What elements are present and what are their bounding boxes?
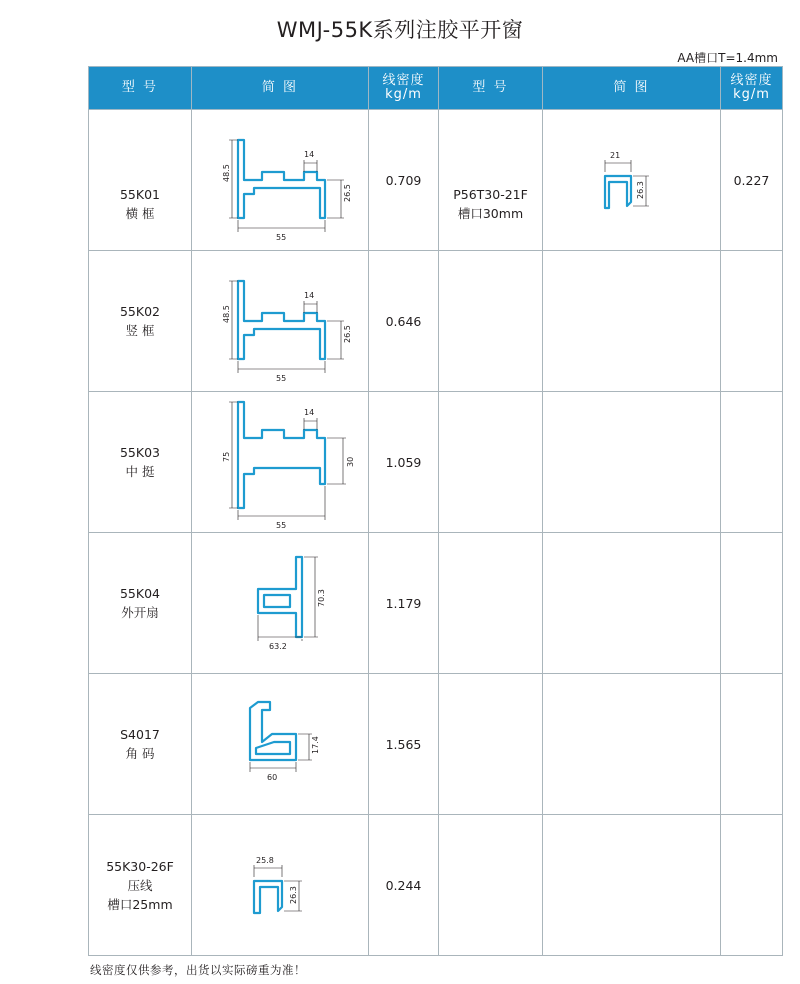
table-row — [89, 251, 783, 392]
drawing-cell — [192, 110, 369, 251]
model-cell — [89, 815, 192, 956]
drawing-cell — [192, 392, 369, 533]
model-code: P56T30-21F — [453, 187, 528, 202]
header-model-right: 型 号 — [439, 67, 543, 110]
model-name: 压线 — [127, 877, 153, 893]
drawing-cell — [543, 110, 721, 251]
model-cell — [439, 110, 543, 251]
profile-drawing-s4017 — [192, 674, 369, 814]
density-cell: 0.646 — [369, 251, 439, 392]
empty-cell — [721, 533, 783, 674]
header-density-label: 线密度 — [382, 73, 425, 88]
dim-label: 48.5 — [222, 305, 231, 323]
drawing-cell — [192, 815, 369, 956]
dim-label: 30 — [346, 456, 355, 467]
density-cell: 1.059 — [369, 392, 439, 533]
profile-drawing-55k02 — [192, 251, 369, 391]
model-cell — [89, 110, 192, 251]
header-drawing: 简 图 — [192, 67, 369, 110]
empty-cell — [439, 251, 543, 392]
table-row — [89, 392, 783, 533]
profile-drawing-55k04 — [192, 533, 369, 673]
dim-label: 60 — [267, 773, 278, 782]
dim-label: 48.5 — [222, 164, 231, 182]
model-cell — [89, 674, 192, 815]
model-name: 竖 框 — [125, 323, 155, 338]
dim-label: 63.2 — [269, 642, 287, 651]
model-cell — [89, 533, 192, 674]
model-code: 55K03 — [119, 445, 160, 460]
dim-label: 14 — [304, 408, 315, 417]
density-cell: 0.227 — [721, 110, 783, 251]
slot-spec: AA槽口T=1.4mm — [677, 51, 778, 65]
drawing-cell — [192, 251, 369, 392]
table-row — [89, 815, 783, 956]
model-code: S4017 — [120, 727, 160, 742]
model-name: 中 挺 — [125, 464, 155, 479]
table-row — [89, 674, 783, 815]
dim-label: 70.3 — [317, 589, 326, 607]
empty-cell — [543, 251, 721, 392]
dim-label: 55 — [276, 374, 287, 383]
empty-cell — [721, 251, 783, 392]
header-density-unit: kg/m — [733, 87, 770, 102]
model-code: 55K02 — [119, 304, 160, 319]
dim-label: 55 — [276, 521, 287, 530]
model-code: 55K04 — [119, 586, 160, 601]
profile-drawing-p56t30 — [543, 110, 721, 250]
dim-label: 55 — [276, 233, 287, 242]
empty-cell — [721, 392, 783, 533]
dim-label: 26.3 — [289, 886, 298, 904]
model-name: 外开扇 — [121, 605, 159, 620]
empty-cell — [543, 815, 721, 956]
header-density-right — [721, 67, 783, 110]
profile-drawing-55k30 — [192, 815, 369, 955]
drawing-cell — [192, 674, 369, 815]
empty-cell — [439, 674, 543, 815]
dim-label: 21 — [610, 151, 621, 160]
profile-drawing-55k01 — [192, 110, 369, 250]
footer-note: 线密度仅供参考，出货以实际磅重为准！ — [90, 963, 306, 977]
density-cell: 1.565 — [369, 674, 439, 815]
profile-table — [88, 66, 783, 956]
density-cell: 1.179 — [369, 533, 439, 674]
table-header — [89, 67, 783, 110]
page-title: WMJ-55K系列注胶平开窗 — [276, 18, 524, 42]
dim-label: 14 — [304, 291, 315, 300]
empty-cell — [439, 815, 543, 956]
model-name: 角 码 — [125, 746, 155, 761]
density-cell: 0.244 — [369, 815, 439, 956]
model-code: 55K30-26F — [106, 858, 174, 874]
model-note: 槽口25mm — [107, 896, 173, 912]
dim-label: 17.4 — [311, 736, 320, 754]
dim-label: 75 — [222, 451, 231, 462]
empty-cell — [543, 392, 721, 533]
density-cell: 0.709 — [369, 110, 439, 251]
table-row — [89, 110, 783, 251]
empty-cell — [721, 815, 783, 956]
header-density — [369, 67, 439, 110]
drawing-cell — [192, 533, 369, 674]
table-row — [89, 533, 783, 674]
empty-cell — [439, 533, 543, 674]
empty-cell — [721, 674, 783, 815]
empty-cell — [543, 533, 721, 674]
dim-label: 26.5 — [343, 184, 352, 202]
header-density-unit: kg/m — [385, 87, 422, 102]
empty-cell — [543, 674, 721, 815]
model-cell — [89, 251, 192, 392]
dim-label: 26.5 — [343, 325, 352, 343]
dim-label: 25.8 — [256, 856, 274, 865]
model-name: 槽口30mm — [457, 206, 524, 221]
header-drawing-right: 简 图 — [543, 67, 721, 110]
header-density-label: 线密度 — [730, 73, 773, 88]
model-code: 55K01 — [119, 187, 160, 202]
empty-cell — [439, 392, 543, 533]
model-name: 横 框 — [125, 206, 155, 221]
model-cell — [89, 392, 192, 533]
header-model: 型 号 — [89, 67, 192, 110]
dim-label: 26.3 — [636, 181, 645, 199]
profile-drawing-55k03 — [192, 392, 369, 532]
dim-label: 14 — [304, 150, 315, 159]
